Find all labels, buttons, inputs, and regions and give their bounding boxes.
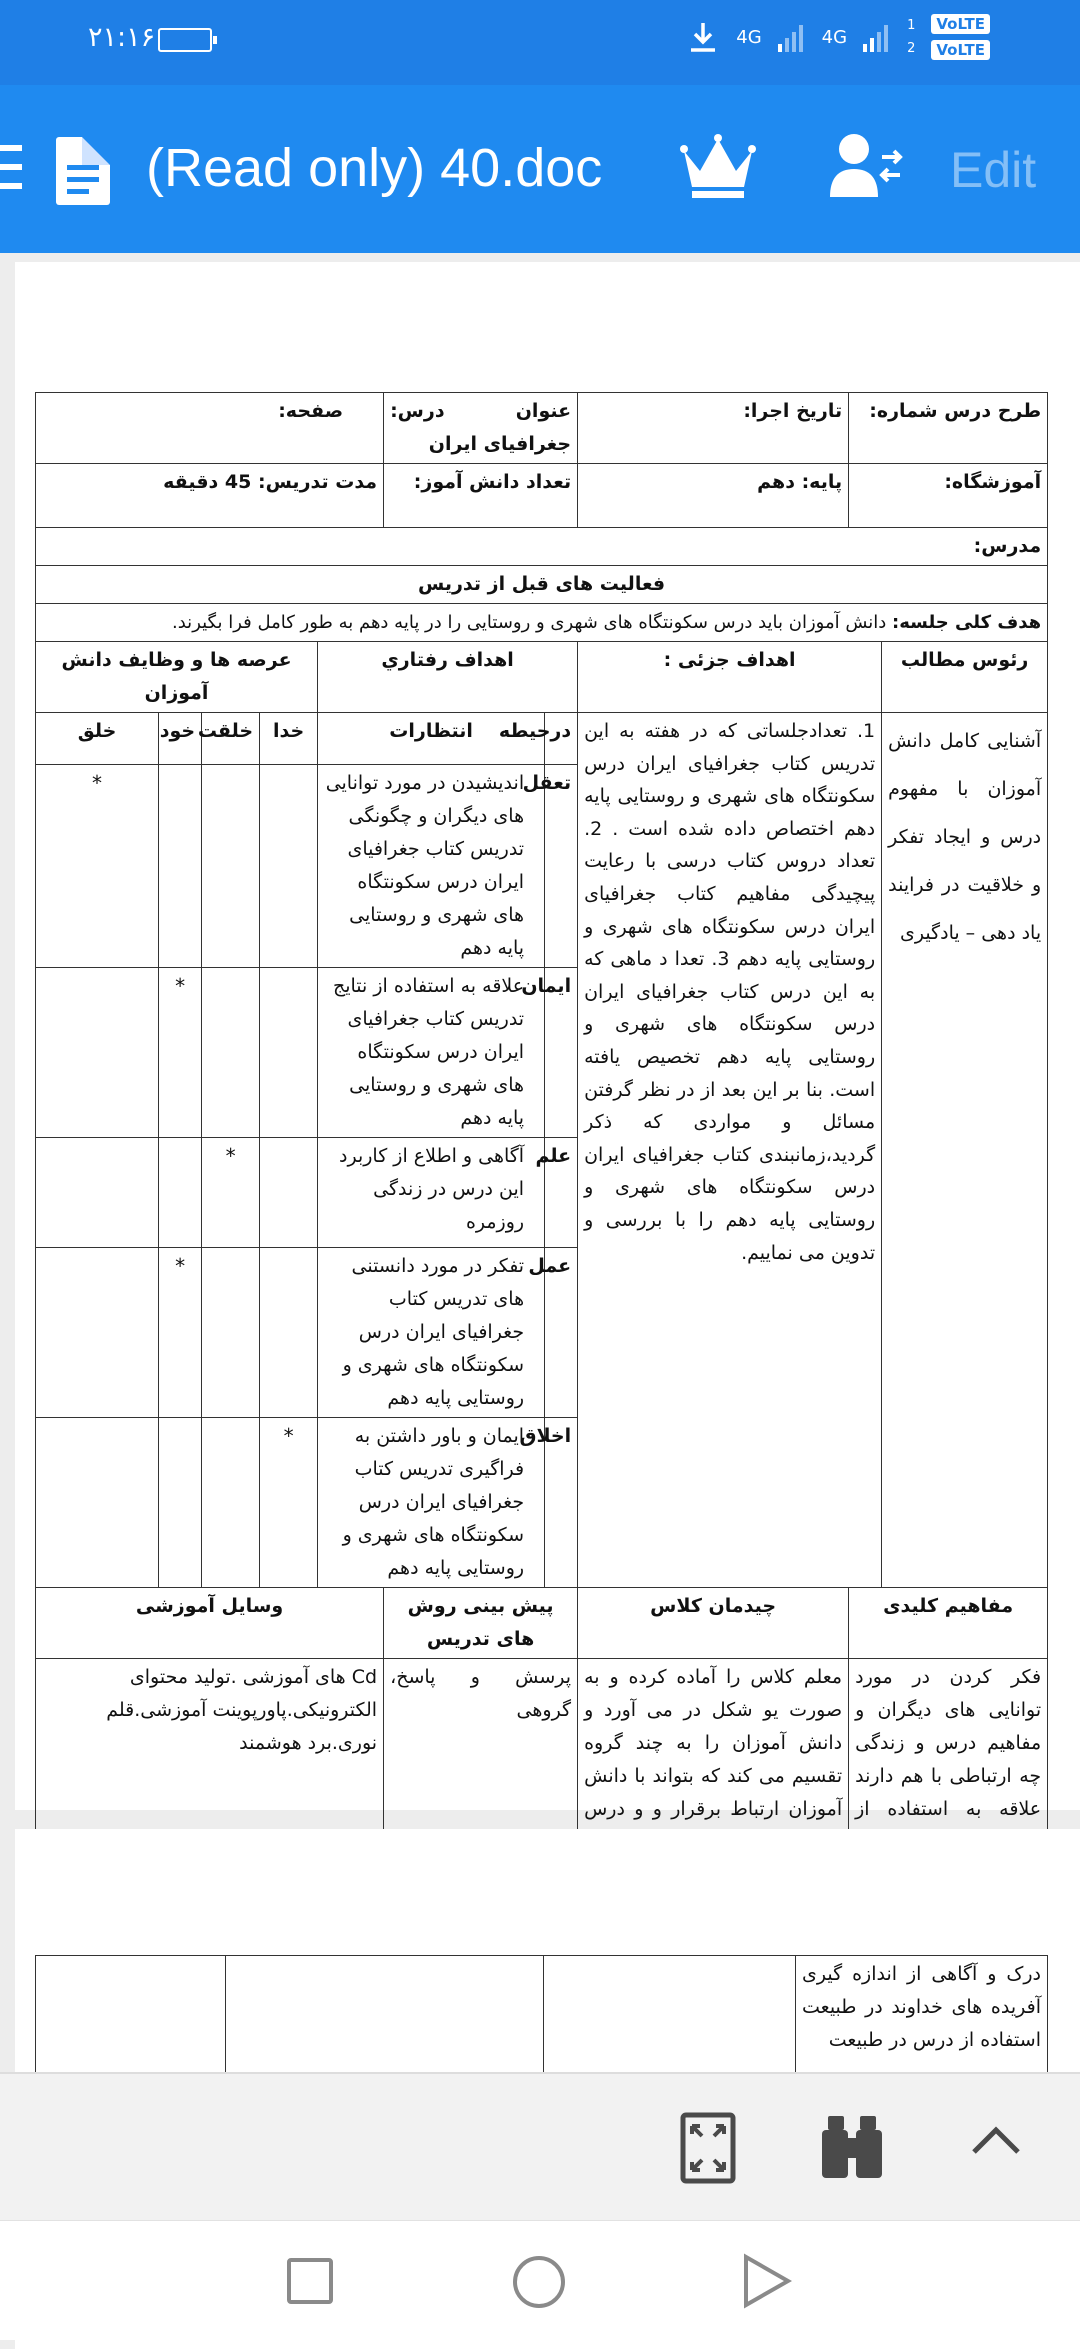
col-key-concepts: مفاهیم کلیدی [849, 1588, 1048, 1659]
mark-self-cell [159, 1138, 202, 1248]
goal-row [36, 604, 1048, 642]
expect-cell: ایمان و باور داشتن به فراگیری تدریس کتاب جغرافیای ایران درس سکونتگاه های شهری و روستایی پایه دهم [318, 1418, 545, 1588]
header-row-2 [36, 464, 1048, 528]
volte-badge-2: VoLTE [931, 40, 990, 60]
partial-goals-cell: 1. تعدادجلساتی که در هفته به این تدریس کتاب جغرافیای ایران درس سکونتگاه های شهری و روستایی پایه دهم اختصاص داده شده است . 2. تعداد دروس کتاب درسی با رعایت پیچیدگی مفاهیم کتاب جغرافیای ایران درس سکونتگاه های شهری و روستایی پایه دهم 3. تعدا د ماهی که به این درس کتاب جغرافیای ایران درس سکونتگاه های شهری و روستایی پایه دهم تخصیص یافته است. بنا بر این بعد از در نظر گرفتن مسائل و مواردی که ذکر گردید،زمانبندی کتاب جغرافیای ایران درس سکونتگاه های شهری و روستایی پایه دهم را با بررسی و تدوین می نماییم. [578, 713, 882, 1588]
teacher-row [36, 528, 1048, 566]
expect-cell: تفکر در مورد دانستنی های تدریس کتاب جغرافیای ایران درس سکونتگاه های شهری و روستایی پایه دهم [318, 1248, 545, 1418]
mark-god-cell [260, 765, 318, 968]
mark-creation-cell [202, 968, 260, 1138]
duration-text: مدت تدریس: 45 دقیقه [163, 471, 378, 493]
volte-badges [931, 14, 990, 60]
edit-button[interactable]: Edit [950, 142, 1037, 198]
col-creation: خلقت [202, 713, 260, 765]
header-row-1 [36, 393, 1048, 464]
col-teaching-methods: پیش بینی روش های تدریس [384, 1588, 578, 1659]
mark-god-cell [260, 1138, 318, 1248]
pre-activities-row [36, 566, 1048, 604]
mark-self-cell [159, 1418, 202, 1588]
signal-icon-2 [863, 22, 891, 52]
continued-concepts-cell: درک و آگاهی از اندازه گیری آفریده های خداوند در طبیعت استفاده از درس در طبیعت [796, 1956, 1048, 2096]
mark-god-cell: * [260, 1418, 318, 1588]
level-cell: اخلاق [545, 1418, 578, 1588]
menu-icon[interactable] [0, 145, 22, 189]
document-icon [56, 137, 110, 205]
sim2-label: 2 [907, 41, 916, 56]
level-cell: ایمان [545, 968, 578, 1138]
goal-text: دانش آموزان باید درس سکونتگاه های شهری و روستایی را در پایه دهم به طور کامل فرا بگیرند. [172, 612, 893, 633]
mark-self-cell: * [159, 1248, 202, 1418]
teacher-cell: مدرس: [36, 528, 1048, 566]
recents-icon[interactable] [286, 2257, 334, 2305]
mark-people-cell [36, 1248, 159, 1418]
chevron-up-icon[interactable] [970, 2122, 1022, 2158]
col-teaching-aids: وسایل آموزشی [36, 1588, 384, 1659]
topics-cell: آشنایی کامل دانش آموزان با مفهوم درس و ایجاد تفکر و خلاقیت در فرایند یاد دهی – یادگیری [882, 713, 1048, 1588]
mark-people-cell [36, 1418, 159, 1588]
col-people: خلق [36, 713, 159, 765]
plan-number-cell: طرح درس شماره: [849, 393, 1048, 464]
page-number-cell: صفحه: [36, 393, 384, 464]
status-icons [686, 14, 990, 60]
system-navigation-bar [0, 2220, 1080, 2340]
subcolumns-header-row [36, 713, 1048, 765]
col-behavioral: اهداف رفتاري [318, 642, 578, 713]
duration-cell [36, 464, 384, 528]
mark-creation-cell [202, 765, 260, 968]
lesson-plan-table [35, 392, 1048, 1928]
level-cell: علم [545, 1138, 578, 1248]
document-bottom-bar [0, 2072, 1080, 2220]
class-layout-cell: معلم کلاس را آماده کرده و به صورت یو شکل در می آورد و دانش آموزان را به چند گروه تقسیم می کند که بتواند با دانش آموزان ارتباط برقرار و و درس [578, 1659, 849, 1928]
key-concepts-cell: فکر کردن در مورد توانایی های دیگران و مفاهیم درس و زندگی چه ارتباطی با هم دارند علاقه به استفاده از [849, 1659, 1048, 1928]
date-cell: تاریخ اجرا: [578, 393, 849, 464]
fullscreen-icon[interactable] [680, 2112, 736, 2184]
expect-cell: اندیشیدن در مورد توانایی های دیگران و چگونگی تدریس کتاب جغرافیای ایران درس سکونتگاه های شهری و روستایی پایه دهم [318, 765, 545, 968]
expect-cell: علاقه به استفاده از نتایج تدریس کتاب جغرافیای ایران درس سکونتگاه های شهری و روستایی پایه دهم [318, 968, 545, 1138]
download-icon [686, 20, 720, 54]
col-self: خود [159, 713, 202, 765]
battery-icon [158, 28, 212, 52]
col-expect: انتظارات [318, 713, 545, 765]
volte-badge-1: VoLTE [931, 14, 990, 34]
columns-header-row [36, 642, 1048, 713]
mark-creation-cell: * [202, 1138, 260, 1248]
mark-people-cell [36, 968, 159, 1138]
sim-slots [907, 18, 915, 56]
goal-label: هدف کلی جلسه: [892, 612, 1042, 633]
status-bar [0, 0, 1080, 85]
goal-cell [36, 604, 1048, 642]
home-icon[interactable] [512, 2255, 566, 2309]
level-cell: تعقل [545, 765, 578, 968]
expect-cell: آگاهی و اطلاع از کاربرد این درس در زندگی روزمره [318, 1138, 545, 1248]
mark-creation-cell [202, 1248, 260, 1418]
mark-people-cell [36, 1138, 159, 1248]
crown-icon[interactable] [680, 133, 756, 199]
mark-people-cell: * [36, 765, 159, 968]
school-cell: آموزشگاه: [849, 464, 1048, 528]
col-level: درحیطه [545, 713, 578, 765]
back-icon[interactable] [742, 2253, 792, 2309]
share-user-icon[interactable] [828, 131, 904, 201]
teaching-methods-cell: پرسش و پاسخ، گروهی [384, 1659, 578, 1928]
bottom-header-row [36, 1588, 1048, 1659]
col-partial: اهداف جزئی : [578, 642, 882, 713]
col-topics: رئوس مطالب [882, 642, 1048, 713]
mark-god-cell [260, 968, 318, 1138]
mark-god-cell [260, 1248, 318, 1418]
document-title: (Read only) 40.doc [146, 138, 603, 198]
signal-icon [778, 22, 806, 52]
binoculars-icon[interactable] [820, 2114, 884, 2180]
subject-cell: عنوان درس: جغرافیای ایران [384, 393, 578, 464]
mark-creation-cell [202, 1418, 260, 1588]
teaching-aids-cell: Cd های آموزشی .تولید محتوای الکترونیکی.پاورپوینت آموزشی.قلم نوری.برد هوشمند [36, 1659, 384, 1928]
col-areas: عرصه ها و وظایف دانش آموزان [36, 642, 318, 713]
level-cell: عمل [545, 1248, 578, 1418]
network-4g-label-2: 4G [821, 26, 848, 48]
pre-activities-title: فعالیت های قبل از تدریس [36, 566, 1048, 604]
app-toolbar [0, 85, 1080, 253]
students-cell: تعداد دانش آموز: [384, 464, 578, 528]
clock: ۲۱:۱۶ [88, 22, 156, 53]
col-god: خدا [260, 713, 318, 765]
col-class-layout: چیدمان کلاس [578, 1588, 849, 1659]
mark-self-cell: * [159, 968, 202, 1138]
network-4g-label: 4G [736, 26, 762, 48]
document-page-1 [15, 262, 1080, 1820]
sim1-label: 1 [907, 18, 916, 33]
mark-self-cell [159, 765, 202, 968]
grade-cell: پایه: دهم [578, 464, 849, 528]
